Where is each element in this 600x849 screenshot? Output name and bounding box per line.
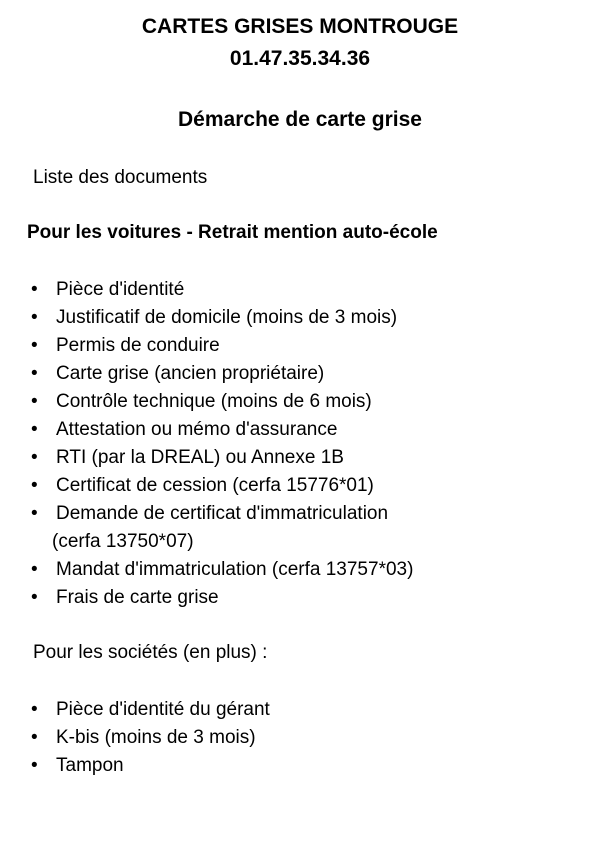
- cars-document-list: [0, 276, 600, 612]
- list-item: [0, 724, 600, 752]
- list-item-continuation: (cerfa 13750*07): [52, 531, 194, 552]
- list-item: [0, 332, 600, 360]
- list-item: [0, 696, 600, 724]
- bullet-icon: •: [31, 307, 38, 328]
- list-item: [0, 388, 600, 416]
- document-subtitle: Démarche de carte grise: [178, 108, 422, 131]
- list-item: [0, 360, 600, 388]
- bullet-icon: •: [31, 755, 38, 776]
- list-item: [0, 584, 600, 612]
- bullet-icon: •: [31, 391, 38, 412]
- list-item-text: Justificatif de domicile (moins de 3 mois): [56, 307, 398, 328]
- list-item-text: RTI (par la DREAL) ou Annexe 1B: [56, 447, 344, 468]
- list-item-text: Carte grise (ancien propriétaire): [56, 363, 325, 384]
- list-item-text: Permis de conduire: [56, 335, 220, 356]
- list-item: [0, 500, 600, 556]
- list-item-text: Pièce d'identité du gérant: [56, 699, 270, 720]
- companies-section-heading: Pour les sociétés (en plus) :: [33, 642, 268, 663]
- bullet-icon: •: [31, 279, 38, 300]
- bullet-icon: •: [31, 447, 38, 468]
- bullet-icon: •: [31, 699, 38, 720]
- list-item: [0, 416, 600, 444]
- list-item-text: Frais de carte grise: [56, 587, 219, 608]
- list-item: [0, 276, 600, 304]
- bullet-icon: •: [31, 503, 38, 524]
- bullet-icon: •: [31, 475, 38, 496]
- list-item-text: Certificat de cession (cerfa 15776*01): [56, 475, 374, 496]
- list-item-text: Pièce d'identité: [56, 279, 185, 300]
- company-name: CARTES GRISES MONTROUGE: [141, 15, 459, 38]
- list-item-text: K-bis (moins de 3 mois): [56, 727, 256, 748]
- list-item-text: Tampon: [56, 755, 124, 776]
- list-item: [0, 444, 600, 472]
- documents-intro: Liste des documents: [33, 167, 208, 188]
- company-phone: 01.47.35.34.36: [229, 47, 371, 70]
- list-item: [0, 556, 600, 584]
- bullet-icon: •: [31, 559, 38, 580]
- bullet-icon: •: [31, 587, 38, 608]
- bullet-icon: •: [31, 363, 38, 384]
- list-item-text: Contrôle technique (moins de 6 mois): [56, 391, 372, 412]
- bullet-icon: •: [31, 727, 38, 748]
- cars-section-heading: Pour les voitures - Retrait mention auto-école: [27, 222, 438, 243]
- list-item: [0, 752, 600, 780]
- bullet-icon: •: [31, 335, 38, 356]
- list-item: [0, 472, 600, 500]
- list-item-text: Demande de certificat d'immatriculation: [56, 503, 389, 524]
- bullet-icon: •: [31, 419, 38, 440]
- list-item-text: Attestation ou mémo d'assurance: [56, 419, 338, 440]
- list-item-text: Mandat d'immatriculation (cerfa 13757*03): [56, 559, 414, 580]
- companies-document-list: [0, 696, 600, 780]
- list-item: [0, 304, 600, 332]
